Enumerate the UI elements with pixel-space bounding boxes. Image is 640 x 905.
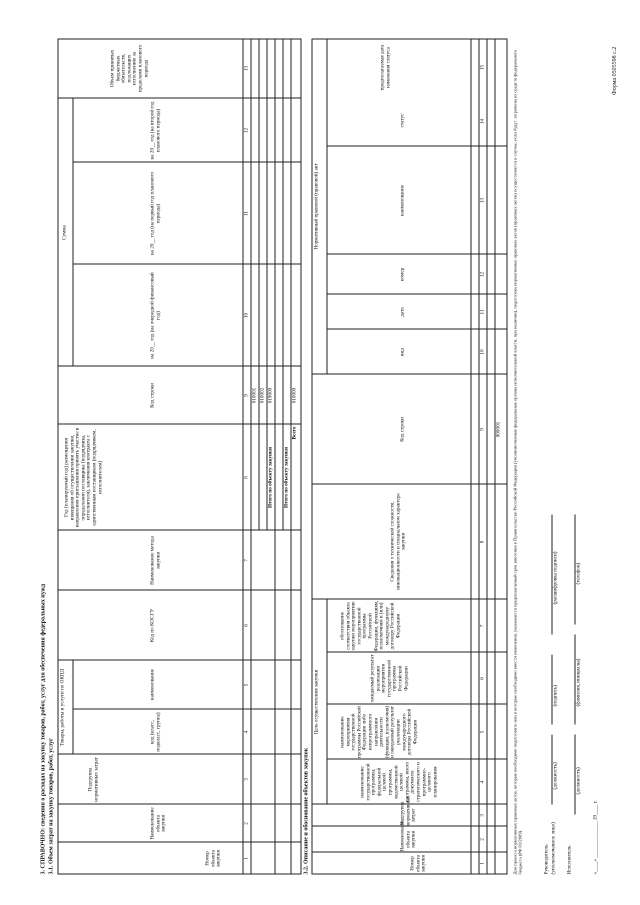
t1-header-obligations: Объем принятых бюджетных обязательств, подлежащих исполнению за пределами планового периода — [109, 44, 150, 93]
t1-colnum: 13 — [243, 65, 250, 72]
t2-header-name: Наименование объекта закупки — [399, 819, 417, 852]
t2-header-tech: Сведения о технической сложности, инновационности и специальном характере закупки — [389, 493, 407, 590]
t1-colnum: 7 — [243, 559, 250, 562]
t2-header-vid: вид — [399, 348, 406, 356]
t2-colnum: 3 — [479, 814, 486, 817]
t1-header-sum-y3: на 20__ год (на второй год планового периода) — [149, 101, 162, 160]
t2-header-goal-3: ожидаемый результат реализации мероприятия государственной программы Российской Федерации — [369, 654, 410, 703]
head-position-hint: (должность) — [552, 762, 559, 790]
t1-colnum: 8 — [243, 476, 250, 479]
executor-phone-hint: (телефон) — [575, 562, 582, 585]
t1-header-method: Наименование метода закупки — [149, 536, 162, 585]
t1-itog-label: Итого по объекту закупки — [267, 447, 274, 509]
head-decode-hint: (расшифровка подписи) — [552, 551, 559, 605]
t1-colnum: 4 — [243, 730, 250, 734]
t1-vsego-label: Всего — [291, 426, 298, 440]
footnote: Для проекта нормативных правовых актов, которые необходимо подготовить или в которые необходимо внести изменения, указывается предполагаемый срок внесения в Правительство Российской Федерации (уполномоченные федеральные органы исполнительной власти, при наличии), подготовка нормативных правовых актов (правовых актов) осуществляется в случае, если будут затрачены из средств федерального бюджета (РФ 01/2009) — [512, 49, 523, 875]
t2-header-status: статус — [399, 113, 406, 128]
t2-header-num: Номер объекта закупки — [409, 854, 427, 873]
t2-header-goal: Цель осуществления закупки — [313, 669, 320, 735]
t2-header-rowcode: Код строки — [399, 417, 406, 442]
head-sublabel: (уполномоченное лицо) — [550, 822, 557, 875]
subsection-32-title: 3.2. Описание и обоснование объектов закупок — [303, 747, 310, 875]
t2-colnum: 1 — [479, 862, 486, 865]
t2-header-nomer: номер — [399, 267, 406, 282]
t2-row-code: 000001 — [495, 421, 502, 438]
sign-date: «____» ______________ 20____ г. — [592, 800, 599, 875]
t1-colnum: 5 — [243, 683, 250, 687]
t2-colnum: 12 — [479, 271, 486, 278]
t2-colnum: 11 — [479, 309, 486, 315]
t1-colnum: 3 — [243, 778, 250, 781]
t1-header-rowcode: Код строки — [149, 383, 156, 408]
t1-row-code: 010002 — [259, 387, 266, 404]
head-signature-hint: (подпись) — [552, 684, 559, 707]
t2-colnum: 2 — [479, 838, 486, 841]
t2-colnum: 6 — [479, 677, 486, 680]
t2-colnum: 9 — [479, 428, 486, 431]
t2-colnum: 10 — [479, 349, 486, 355]
t2-colnum: 15 — [479, 64, 486, 71]
executor-fio-hint: (фамилия, инициалы) — [575, 658, 582, 707]
t1-row-code: 010000 — [291, 387, 298, 404]
form-label: Форма 0505598 с.2 — [612, 46, 618, 95]
t2-header-group: Подгруппа нормативных затрат — [399, 795, 417, 826]
t2-header-date: дата — [399, 307, 406, 317]
t2-header-norm: Нормативный правовой (правовой) акт — [313, 163, 320, 250]
t1-header-group: Подгруппа нормативных затрат — [87, 757, 100, 802]
subsection-31-title: 3.1. Объем затрат на закупку товаров, работ, услуг — [48, 738, 55, 875]
t1-header-goods: Товары, работы и услуги по ОКПД — [59, 668, 66, 747]
t2-header-change: предполагаемая дата изменения статуса — [379, 44, 392, 91]
executor-label: Исполнитель — [566, 845, 573, 875]
t1-colnum: 10 — [243, 312, 250, 319]
t1-header-goodsname: наименование — [149, 668, 156, 701]
t1-colnum: 11 — [243, 211, 250, 216]
section3-title: 3. СПРАВОЧНО: сведения о расходах на закупку товаров, работ, услуг для обеспечения федеральных нужд — [40, 584, 47, 875]
t1-header-code: код (класс, подкласс, группа) — [149, 712, 162, 752]
t1-colnum: 6 — [243, 624, 250, 627]
t1-header-name: Наименование объекта закупки — [149, 807, 167, 840]
t1-header-sum-y2: на 20__ год (на первый год планового периода) — [149, 171, 162, 256]
t2-colnum: 8 — [479, 540, 486, 544]
rotated-form — [1, 0, 640, 905]
t2-colnum: 5 — [479, 730, 486, 734]
executor-position-hint: (должность) — [575, 767, 582, 795]
t2-header-naim: наименование — [399, 184, 406, 217]
t1-itog-label: Итого по объекту закупки — [283, 447, 290, 509]
t2-header-goal-2: наименование мероприятия государственной программы Российской Федерации либо непрограммного направления деятельности (функции, полномочия) и ожидаемый результат реализации международного договора Российской Федерации — [339, 705, 419, 759]
t1-header-kosgu: Код по КОСГУ — [149, 608, 156, 643]
t1-colnum: 12 — [243, 127, 250, 134]
t1-header-year: Год (планируемый год) размещения извещения об осуществлении закупки, направления приглашения принять участие в определении поставщика (подрядчика, исполнителя), заключения контракта с единственным поставщиком (подрядчиком, исполнителем) — [63, 427, 104, 528]
t1-header-sum: Сумма — [61, 225, 68, 240]
t1-row-code: 010001 — [251, 387, 258, 404]
t2-colnum: 13 — [479, 197, 486, 204]
t1-header-sum-y1: на 20__ год (на очередной финансовый год) — [149, 272, 162, 359]
t1-header-num: Номер объекта закупки — [204, 849, 222, 868]
t1-colnum: 2 — [243, 822, 250, 825]
t1-colnum: 1 — [243, 857, 250, 860]
t2-colnum: 14 — [479, 118, 486, 125]
t2-header-goal-1: наименование государственной программы, федеральной целевой программы, ведомственной целевой программы, иного документа стратегического и программно-целевого планирования — [359, 761, 439, 803]
t2-colnum: 4 — [479, 780, 486, 784]
head-label: Руководитель — [543, 844, 550, 875]
t2-header-goal-4: обоснование соответствия объекта закупки мероприятию государственной программы Российской Федерации, функциям, полномочиям и (или) международному договору Российской Федерации — [339, 600, 402, 652]
t1-colnum: 9 — [243, 394, 250, 397]
t1-row-code: 019000 — [267, 387, 274, 404]
t2-colnum: 7 — [479, 624, 486, 628]
